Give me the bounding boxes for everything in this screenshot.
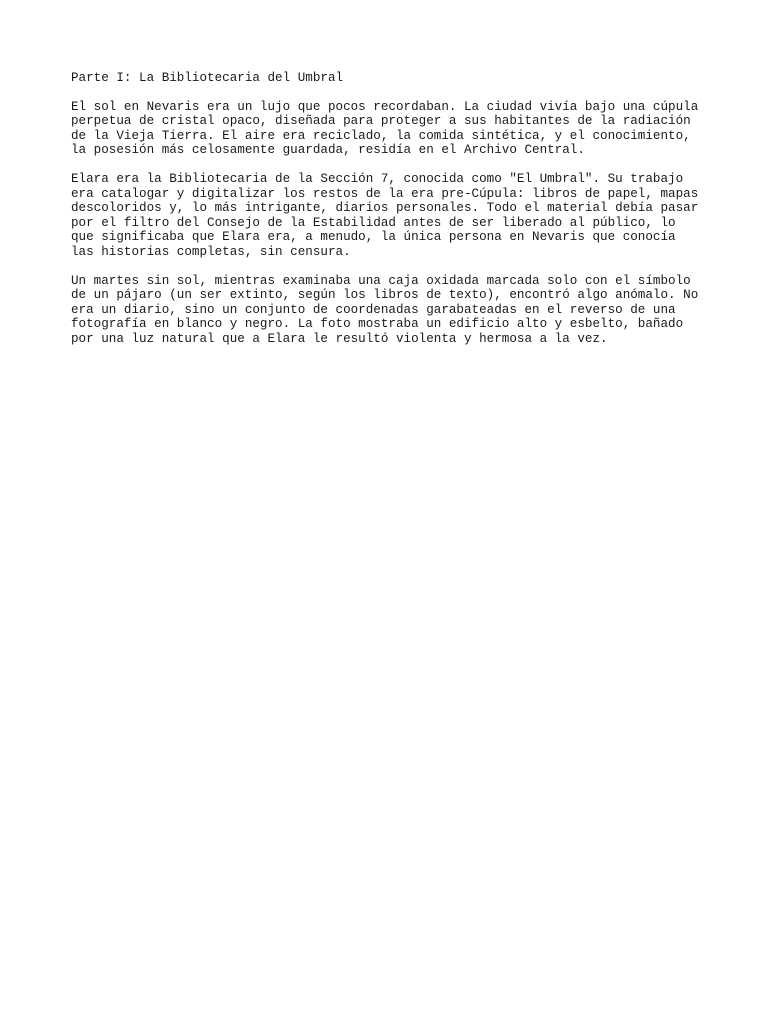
paragraph-2 (71, 172, 701, 260)
text-line: por una luz natural que a Elara le resultó violenta y hermosa a la vez. (71, 331, 608, 346)
text-line: El sol en Nevaris era un lujo que pocos recordaban. La ciudad vivía bajo una cúpula (71, 99, 699, 114)
text-line: fotografía en blanco y negro. La foto mostraba un edificio alto y esbelto, bañado (71, 317, 684, 332)
chapter-heading: Parte I: La Bibliotecaria del Umbral (71, 71, 344, 85)
document-page (71, 71, 701, 361)
text-line: por el filtro del Consejo de la Estabilidad antes de ser liberado al público, lo (71, 215, 676, 230)
paragraph-3 (71, 274, 701, 347)
text-line: Un martes sin sol, mientras examinaba una caja oxidada marcada solo con el símbolo (71, 273, 691, 288)
text-line: de la Vieja Tierra. El aire era reciclado, la comida sintética, y el conocimiento, (71, 128, 691, 143)
text-line: descoloridos y, lo más intrigante, diarios personales. Todo el material debía pasar (71, 201, 699, 216)
text-line: Elara era la Bibliotecaria de la Sección 7, conocida como "El Umbral". Su trabajo (71, 171, 684, 186)
text-line: de un pájaro (un ser extinto, según los libros de texto), encontró algo anómalo. No (71, 288, 699, 303)
text-line: perpetua de cristal opaco, diseñada para proteger a sus habitantes de la radiación (71, 114, 691, 129)
text-line: la posesión más celosamente guardada, residía en el Archivo Central. (71, 143, 585, 158)
text-line: era un diario, sino un conjunto de coordenadas garabateadas en el reverso de una (71, 302, 676, 317)
text-line: era catalogar y digitalizar los restos de la era pre-Cúpula: libros de papel, mapas (71, 186, 699, 201)
paragraph-1 (71, 100, 701, 158)
text-line: las historias completas, sin censura. (71, 244, 351, 259)
text-line: que significaba que Elara era, a menudo, la única persona en Nevaris que conocía (71, 230, 676, 245)
